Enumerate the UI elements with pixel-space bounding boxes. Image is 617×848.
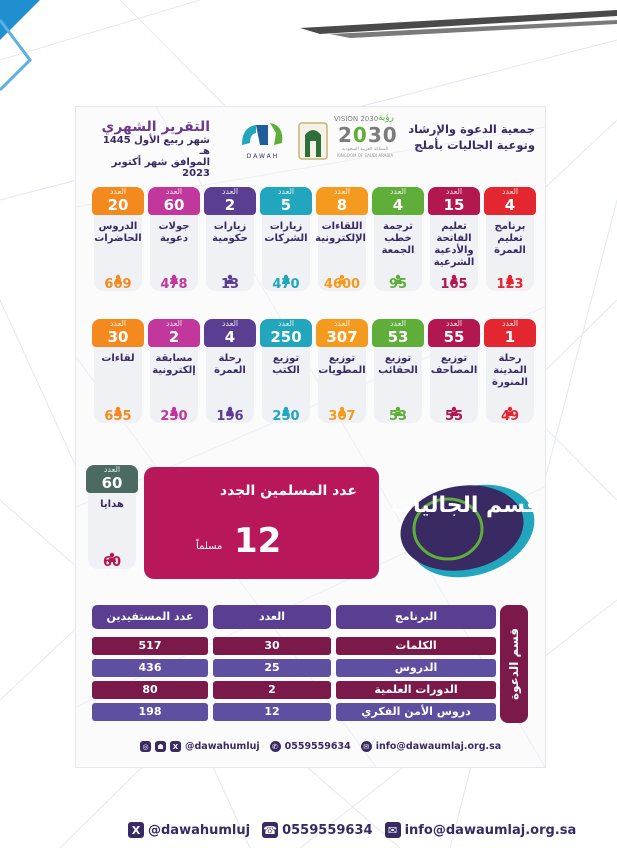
count-cap — [92, 319, 144, 347]
table-header-program: البرنامج — [336, 605, 496, 629]
activity-count: 4 — [392, 196, 404, 214]
report-title: التقرير الشهري — [101, 119, 210, 135]
logos-area — [236, 113, 396, 163]
table-cell-program: الكلمات — [336, 637, 496, 655]
gifts-count-cap — [86, 465, 138, 493]
gifts-card — [88, 465, 136, 569]
count-label: العدد — [165, 187, 183, 196]
activity-name: لقاءات — [101, 353, 135, 364]
activity-card — [206, 319, 254, 423]
corner-accent-shape — [0, 0, 40, 40]
activity-card — [262, 319, 310, 423]
count-cap — [372, 187, 424, 215]
activity-card — [318, 319, 366, 423]
x-icon: X — [170, 741, 181, 752]
report-heading — [100, 119, 210, 179]
activity-name: برنامج تعليم العمرة — [494, 221, 526, 256]
activity-beneficiaries: 478 — [160, 277, 188, 292]
count-label: العدد — [389, 187, 407, 196]
count-cap — [372, 319, 424, 347]
activity-name: تعليم الفاتحة والأدعية الشرعية — [433, 221, 475, 268]
activity-beneficiaries: 55 — [444, 409, 464, 424]
vision-sub-en: KINGDOM OF SAUDI ARABIA — [336, 153, 394, 158]
table-header-count: العدد — [213, 605, 331, 629]
activity-count: 60 — [163, 196, 185, 214]
email-icon: ✉ — [361, 741, 372, 752]
poster-email: info@dawaumlaj.org.sa — [375, 741, 502, 752]
activity-card — [430, 187, 478, 291]
communities-department-badge — [388, 473, 543, 583]
table-header-beneficiaries: عدد المستفيدين — [92, 605, 208, 629]
new-muslims-number: 12 — [234, 521, 282, 561]
poster-contact-bar — [140, 741, 501, 752]
count-cap — [428, 187, 480, 215]
activity-name: زيارات حكومية — [212, 221, 248, 244]
activity-name: رحلة العمرة — [214, 353, 246, 376]
snapchat-icon: ☗ — [155, 741, 166, 752]
table-cell-count: 12 — [213, 703, 331, 721]
count-cap — [428, 319, 480, 347]
activity-card — [315, 187, 366, 292]
count-cap — [148, 187, 200, 215]
vision-sub: المملكة العربية السعودية — [341, 147, 389, 152]
org-line-1: جمعية الدعوة والإرشاد — [408, 122, 535, 136]
activity-count: 307 — [326, 328, 358, 346]
activity-count: 30 — [107, 328, 129, 346]
activity-card — [486, 187, 534, 291]
organization-name — [408, 121, 535, 153]
vision-label: VISION 2030 — [334, 115, 379, 123]
gifts-name: هدايا — [100, 499, 124, 510]
new-muslims-title: عدد المسلمين الجدد — [219, 483, 357, 499]
department-badge-label: قسم الجاليات — [390, 493, 541, 518]
activity-count: 5 — [280, 196, 292, 214]
activity-count: 55 — [443, 328, 465, 346]
count-cap — [92, 187, 144, 215]
count-label: العدد — [445, 319, 463, 328]
activity-card — [150, 319, 198, 423]
report-poster — [75, 106, 546, 768]
activity-count: 2 — [168, 328, 180, 346]
gifts-count: 60 — [101, 474, 123, 492]
activity-name: مسابقة إلكترونية — [152, 353, 196, 376]
table-cell-beneficiaries: 198 — [92, 703, 208, 721]
phone-icon: ☎ — [263, 823, 277, 837]
activity-name: الدروس الحاضرات — [94, 221, 142, 244]
activity-beneficiaries: 13 — [220, 277, 240, 292]
count-label: العدد — [389, 319, 407, 328]
activity-beneficiaries: 307 — [328, 409, 356, 424]
activity-card — [374, 319, 422, 423]
count-cap — [204, 319, 256, 347]
table-cell-count: 30 — [213, 637, 331, 655]
activity-name: توزيع الكتب — [272, 353, 300, 376]
table-cell-beneficiaries: 80 — [92, 681, 208, 699]
count-label: العدد — [221, 187, 239, 196]
poster-phone: 0559559634 — [284, 741, 351, 752]
activity-card — [206, 187, 254, 291]
activity-name: توزيع المصاحف — [430, 353, 478, 376]
table-cell-program: الدروس — [336, 659, 496, 677]
activity-card — [430, 319, 478, 423]
table-cell-beneficiaries: 517 — [92, 637, 208, 655]
activity-card — [94, 187, 142, 291]
activity-beneficiaries: 196 — [216, 409, 244, 424]
count-cap — [316, 187, 368, 215]
activity-count: 4 — [224, 328, 236, 346]
activity-card — [150, 187, 198, 291]
count-cap — [204, 187, 256, 215]
page-social-handle: @dawahumluj — [148, 822, 251, 838]
table-cell-count: 2 — [213, 681, 331, 699]
activity-count: 15 — [443, 196, 465, 214]
count-label: العدد — [333, 187, 351, 196]
org-line-2: وتوعية الجاليات بأملج — [414, 138, 535, 152]
ministry-emblem — [296, 117, 330, 161]
whatsapp-icon: ✆ — [270, 741, 281, 752]
count-cap — [316, 319, 368, 347]
activity-name: توزيع المطويات — [318, 353, 366, 376]
count-label: العدد — [333, 319, 351, 328]
activity-count: 2 — [224, 196, 236, 214]
activity-name: ترجمة خطب الجمعة — [381, 221, 415, 256]
activity-beneficiaries: 669 — [104, 277, 132, 292]
report-hijri-month: شهر ربيع الأول 1445 هـ — [102, 135, 210, 157]
activity-name: اللقاءات الإلكترونية — [315, 221, 366, 244]
gifts-beneficiaries: 60 — [102, 555, 122, 570]
activity-beneficiaries: 635 — [104, 409, 132, 424]
activity-beneficiaries: 250 — [272, 409, 300, 424]
count-label: العدد — [501, 187, 519, 196]
dawah-department-side-label — [500, 605, 528, 723]
count-label: العدد — [165, 319, 183, 328]
count-cap — [484, 187, 536, 215]
activity-name: زيارات الشركات — [264, 221, 308, 244]
instagram-icon: ◎ — [140, 741, 151, 752]
table-cell-beneficiaries: 436 — [92, 659, 208, 677]
activity-card — [374, 187, 422, 291]
count-label: العدد — [109, 187, 127, 196]
email-icon: ✉ — [385, 822, 401, 838]
activity-count: 53 — [387, 328, 409, 346]
count-label: العدد — [277, 187, 295, 196]
count-label: العدد — [277, 319, 295, 328]
count-label: العدد — [221, 319, 239, 328]
count-cap — [148, 319, 200, 347]
activity-name: جولات دعوية — [158, 221, 190, 244]
table-cell-program: الدورات العلمية — [336, 681, 496, 699]
activity-count: 250 — [270, 328, 302, 346]
page-contact-bar — [128, 822, 576, 838]
activity-card — [262, 187, 310, 291]
activity-count: 20 — [107, 196, 129, 214]
new-muslims-unit: مسلماً — [196, 541, 223, 552]
vision-arabic: رؤية — [377, 113, 394, 123]
dawah-brand-text: DAWAH — [246, 153, 280, 160]
activity-beneficiaries: 53 — [388, 409, 408, 424]
side-label-text: قسم الدعوة — [507, 627, 521, 701]
report-gregorian-month: الموافق شهر أكتوبر 2023 — [111, 157, 210, 179]
activity-beneficiaries: 230 — [160, 409, 188, 424]
activity-beneficiaries: 95 — [388, 277, 408, 292]
count-label: العدد — [445, 187, 463, 196]
activity-name: توزيع الحقائب — [378, 353, 418, 376]
activity-count: 8 — [336, 196, 348, 214]
activity-beneficiaries: 165 — [440, 277, 468, 292]
count-label: العدد — [501, 319, 519, 328]
activity-beneficiaries: 4600 — [323, 277, 361, 292]
activity-name: رحلة المدينة المنورة — [492, 353, 528, 388]
activity-card — [94, 319, 142, 423]
x-icon: X — [128, 822, 144, 838]
activity-card — [486, 319, 534, 423]
activity-count: 4 — [504, 196, 516, 214]
count-label: العدد — [103, 465, 121, 474]
count-cap — [260, 187, 312, 215]
count-cap — [260, 319, 312, 347]
activity-count: 1 — [504, 328, 516, 346]
activity-beneficiaries: 123 — [496, 277, 524, 292]
table-cell-program: دروس الأمن الفكري — [336, 703, 496, 721]
activity-beneficiaries: 470 — [272, 277, 300, 292]
activity-beneficiaries: 49 — [500, 409, 520, 424]
page-phone: 0559559634 — [282, 822, 373, 838]
table-cell-count: 25 — [213, 659, 331, 677]
page-email: info@dawaumlaj.org.sa — [404, 822, 577, 838]
count-label: العدد — [109, 319, 127, 328]
vision-2030-logo: VISION 2030 رؤية 2030 المملكة العربية السعودية KINGDOM OF SAUDI ARABIA — [334, 113, 398, 158]
poster-social-handle: @dawahumluj — [185, 741, 260, 752]
new-muslims-box — [144, 467, 379, 579]
badge-blob-shape — [388, 473, 543, 583]
count-cap — [484, 319, 536, 347]
